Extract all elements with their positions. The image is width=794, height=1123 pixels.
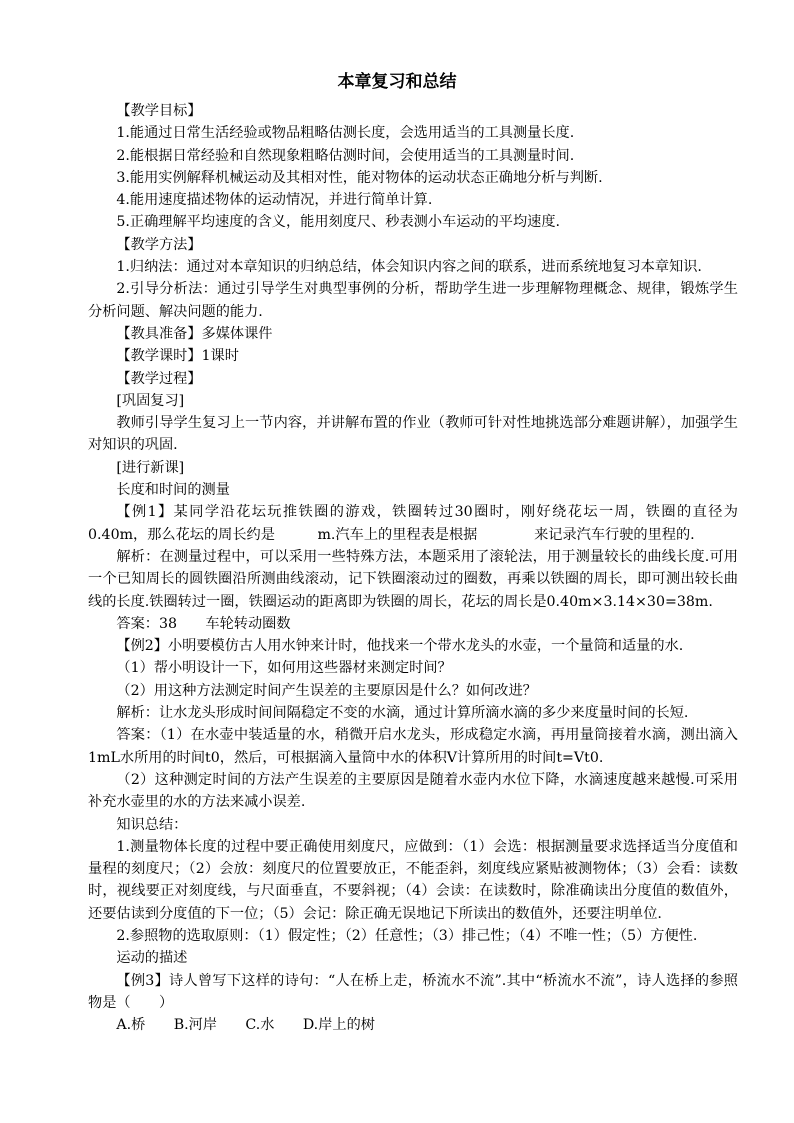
page-title: 本章复习和总结 xyxy=(337,72,457,92)
section-heading-process: 【教学过程】 xyxy=(116,370,202,387)
document-body xyxy=(88,100,738,1036)
objective-item: 3.能用实例解释机械运动及其相对性，能对物体的运动状态正确地分析与判断. xyxy=(116,169,603,186)
method-item: 1.归纳法：通过对本章知识的归纳总结，体会知识内容之间的联系，进而系统地复习本章知识. xyxy=(116,259,702,276)
example-analysis: 解析：让水龙头形成时间间隔稳定不变的水滴，通过计算所滴水滴的多少来度量时间的长短. xyxy=(116,705,689,722)
section-heading-materials: 【教具准备】多媒体课件 xyxy=(116,325,273,342)
example-question: 【例2】小明要模仿古人用水钟来计时，他找来一个带水龙头的水壶，一个量筒和适量的水. xyxy=(116,638,684,655)
example-answer: （2）这种测定时间的方法产生误差的主要原因是随着水壶内水位下降，水滴速度越来越慢.可采用补充水壶里的水的方法来减小误差. xyxy=(88,771,738,811)
summary-heading: 知识总结： xyxy=(116,816,188,833)
subheading-review: [巩固复习] xyxy=(116,392,185,409)
objective-item: 5.正确理解平均速度的含义，能用刻度尺、秒表测小车运动的平均速度. xyxy=(116,214,561,231)
objective-item: 4.能用速度描述物体的运动情况，并进行简单计算. xyxy=(116,192,433,209)
method-item: 2.引导分析法：通过引导学生对典型事例的分析，帮助学生进一步理解物理概念、规律，锻炼学生分析问题、解决问题的能力. xyxy=(88,281,738,320)
example-analysis: 解析：在测量过程中，可以采用一些特殊方法，本题采用了滚轮法，用于测量较长的曲线长度.可用一个已知周长的圆铁圈沿所测曲线滚动，记下铁圈滚动过的圈数，再乘以铁圈的周长，即可测出较长曲线的长度.铁圈转过一圈，铁圈运动的距离即为铁圈的周长，花坛的周长是0.40m×3.14×30=38m. xyxy=(88,548,738,610)
topic-heading: 长度和时间的测量 xyxy=(116,482,230,499)
subheading-new-lesson: [进行新课] xyxy=(116,459,185,476)
objective-item: 1.能通过日常生活经验或物品粗略估测长度，会选用适当的工具测量长度. xyxy=(116,125,575,142)
topic-heading: 运动的描述 xyxy=(116,950,188,967)
summary-item: 2.参照物的选取原则：（1）假定性；（2）任意性；（3）排己性；（4）不唯一性；（5）方便性. xyxy=(116,927,698,944)
summary-item: 1.测量物体长度的过程中要正确使用刻度尺，应做到：（1）会选：根据测量要求选择适当分度值和量程的刻度尺；（2）会放：刻度尺的位置要放正，不能歪斜，刻度线应紧贴被测物体；（3）会看：读数时，视线要正对刻度线，与尺面垂直，不要斜视；（4）会读：在读数时，除准确读出分度值的数值外，还要估读到分度值的下一位；（5）会记：除正确无误地记下所读出的数值外，还要注明单位. xyxy=(88,838,738,922)
question-part: （1）帮小明设计一下，如何用这些器材来测定时间？ xyxy=(116,660,452,677)
section-heading-objectives: 【教学目标】 xyxy=(116,103,202,119)
section-heading-periods: 【教学课时】1课时 xyxy=(116,348,239,365)
answer-options: A.桥 B.河岸 C.水 D.岸上的树 xyxy=(116,1017,375,1034)
example-answer: 答案：（1）在水壶中装适量的水，稍微开启水龙头，形成稳定水滴，再用量筒接着水滴，测出滴入1mL水所用的时间t0，然后，可根据滴入量筒中水的体积V计算所用的时间t=Vt0. xyxy=(88,727,738,766)
question-part: （2）用这种方法测定时间产生误差的主要原因是什么？如何改进？ xyxy=(116,682,537,699)
section-heading-methods: 【教学方法】 xyxy=(116,236,202,253)
objective-item: 2.能根据日常经验和自然现象粗略估测时间，会使用适当的工具测量时间. xyxy=(116,147,575,164)
example-question: 【例3】诗人曾写下这样的诗句：“人在桥上走，桥流水不流”.其中“桥流水不流”，诗人选择的参照物是（ ） xyxy=(88,972,738,1011)
paragraph: 教师引导学生复习上一节内容，并讲解布置的作业（教师可针对性地挑选部分难题讲解），加强学生对知识的巩固. xyxy=(88,415,738,454)
example-question: 【例1】某同学沿花坛玩推铁圈的游戏，铁圈转过30圈时，刚好绕花坛一周，铁圈的直径为0.40m，那么花坛的周长约是 m.汽车上的里程表是根据 来记录汽车行驶的里程的. xyxy=(88,504,738,543)
example-answer: 答案：38 车轮转动圈数 xyxy=(116,615,291,632)
